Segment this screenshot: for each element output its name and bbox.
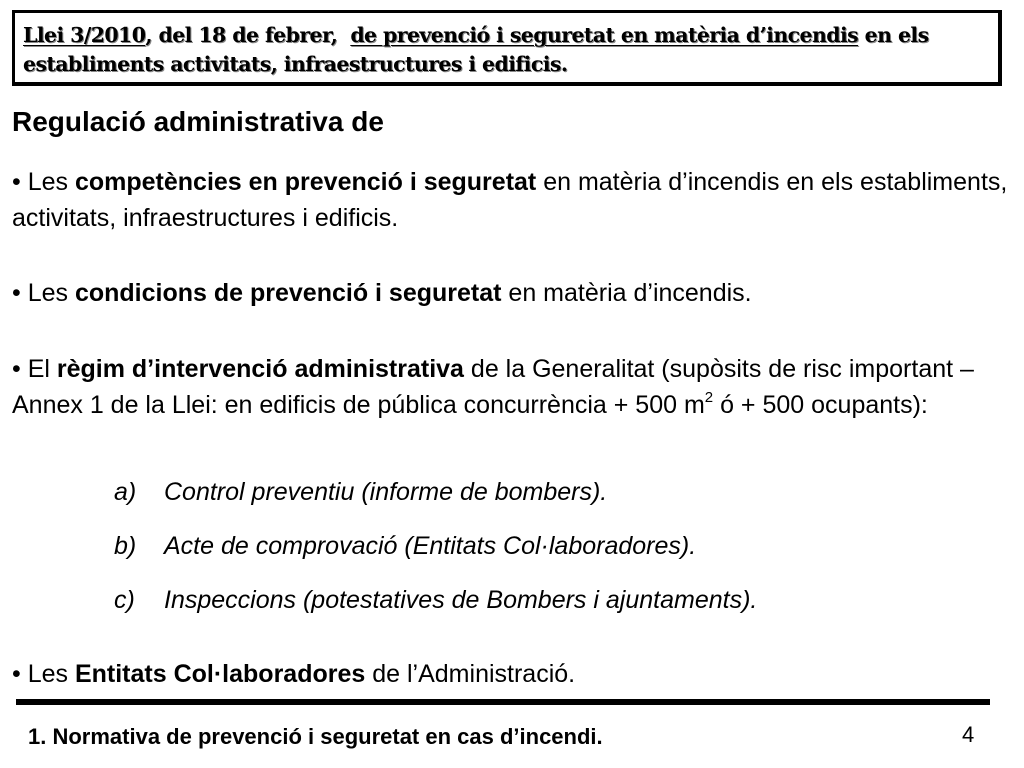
bullet-marker: • [12, 279, 28, 307]
intervention-sublist [114, 474, 974, 636]
bullet-text-pre: El [27, 355, 57, 383]
law-title-line2: establiments activitats, infraestructures i edificis. [23, 52, 568, 76]
sublist-text: Inspeccions (potestatives de Bombers i ajuntaments). [164, 586, 758, 614]
law-reference: Llei 3/2010 [23, 23, 146, 47]
law-title-tail: en els [858, 23, 929, 47]
bullet-bold-text: règim d’intervenció administrativa [56, 355, 464, 383]
bullet-text-post: de la Generalitat (supòsits de risc important – Annex 1 de la Llei: en edificis de pública concurrència + 500 m [12, 355, 974, 419]
sublist-label: a) [114, 478, 137, 506]
bullet-conditions [12, 275, 1012, 311]
footer-section-title: 1. Normativa de prevenció i seguretat en cas d’incendi. [28, 724, 603, 749]
sublist-label: c) [114, 586, 135, 614]
sublist-label: b) [114, 532, 137, 560]
page-number: 4 [962, 722, 975, 747]
bullet-marker: • [12, 660, 28, 688]
bullet-text-post: en matèria d’incendis. [501, 279, 752, 307]
bullet-bold-text: condicions de prevenció i seguretat [74, 279, 502, 307]
sublist-item-b [114, 528, 974, 582]
footer-divider [16, 699, 990, 705]
law-date: , del 18 de febrer, [145, 23, 351, 47]
bullet-text-pre: Les [27, 279, 75, 307]
bullet-text-pre: Les [27, 168, 75, 196]
bullet-marker: • [12, 168, 28, 196]
bullet-marker: • [12, 355, 28, 383]
bullet-text-pre: Les [27, 660, 75, 688]
bullet-text-post: en matèria d’incendis en els establiments, activitats, infraestructures i edificis. [12, 168, 1008, 232]
slide-title: Regulació administrativa de [12, 106, 384, 137]
sublist-text: Control preventiu (informe de bombers). [164, 478, 608, 506]
bullet-bold-text: Entitats Col·laboradores [74, 660, 366, 688]
law-subject: de prevenció i seguretat en matèria d’incendis [350, 23, 859, 47]
sublist-item-a [114, 474, 974, 528]
bullet-text-post: de l’Administració. [365, 660, 576, 688]
sublist-item-c [114, 582, 974, 636]
sublist-text: Acte de comprovació (Entitats Col·laboradores). [164, 532, 697, 560]
bullet-collaborating-entities [12, 656, 1012, 692]
law-header-box [12, 10, 1002, 86]
bullet-competencies [12, 164, 1012, 236]
bullet-bold-text: competències en prevenció i seguretat [74, 168, 537, 196]
bullet-text-tail: ó + 500 ocupants): [713, 391, 928, 419]
bullet-regime [12, 351, 1012, 423]
superscript-2: 2 [704, 388, 714, 406]
